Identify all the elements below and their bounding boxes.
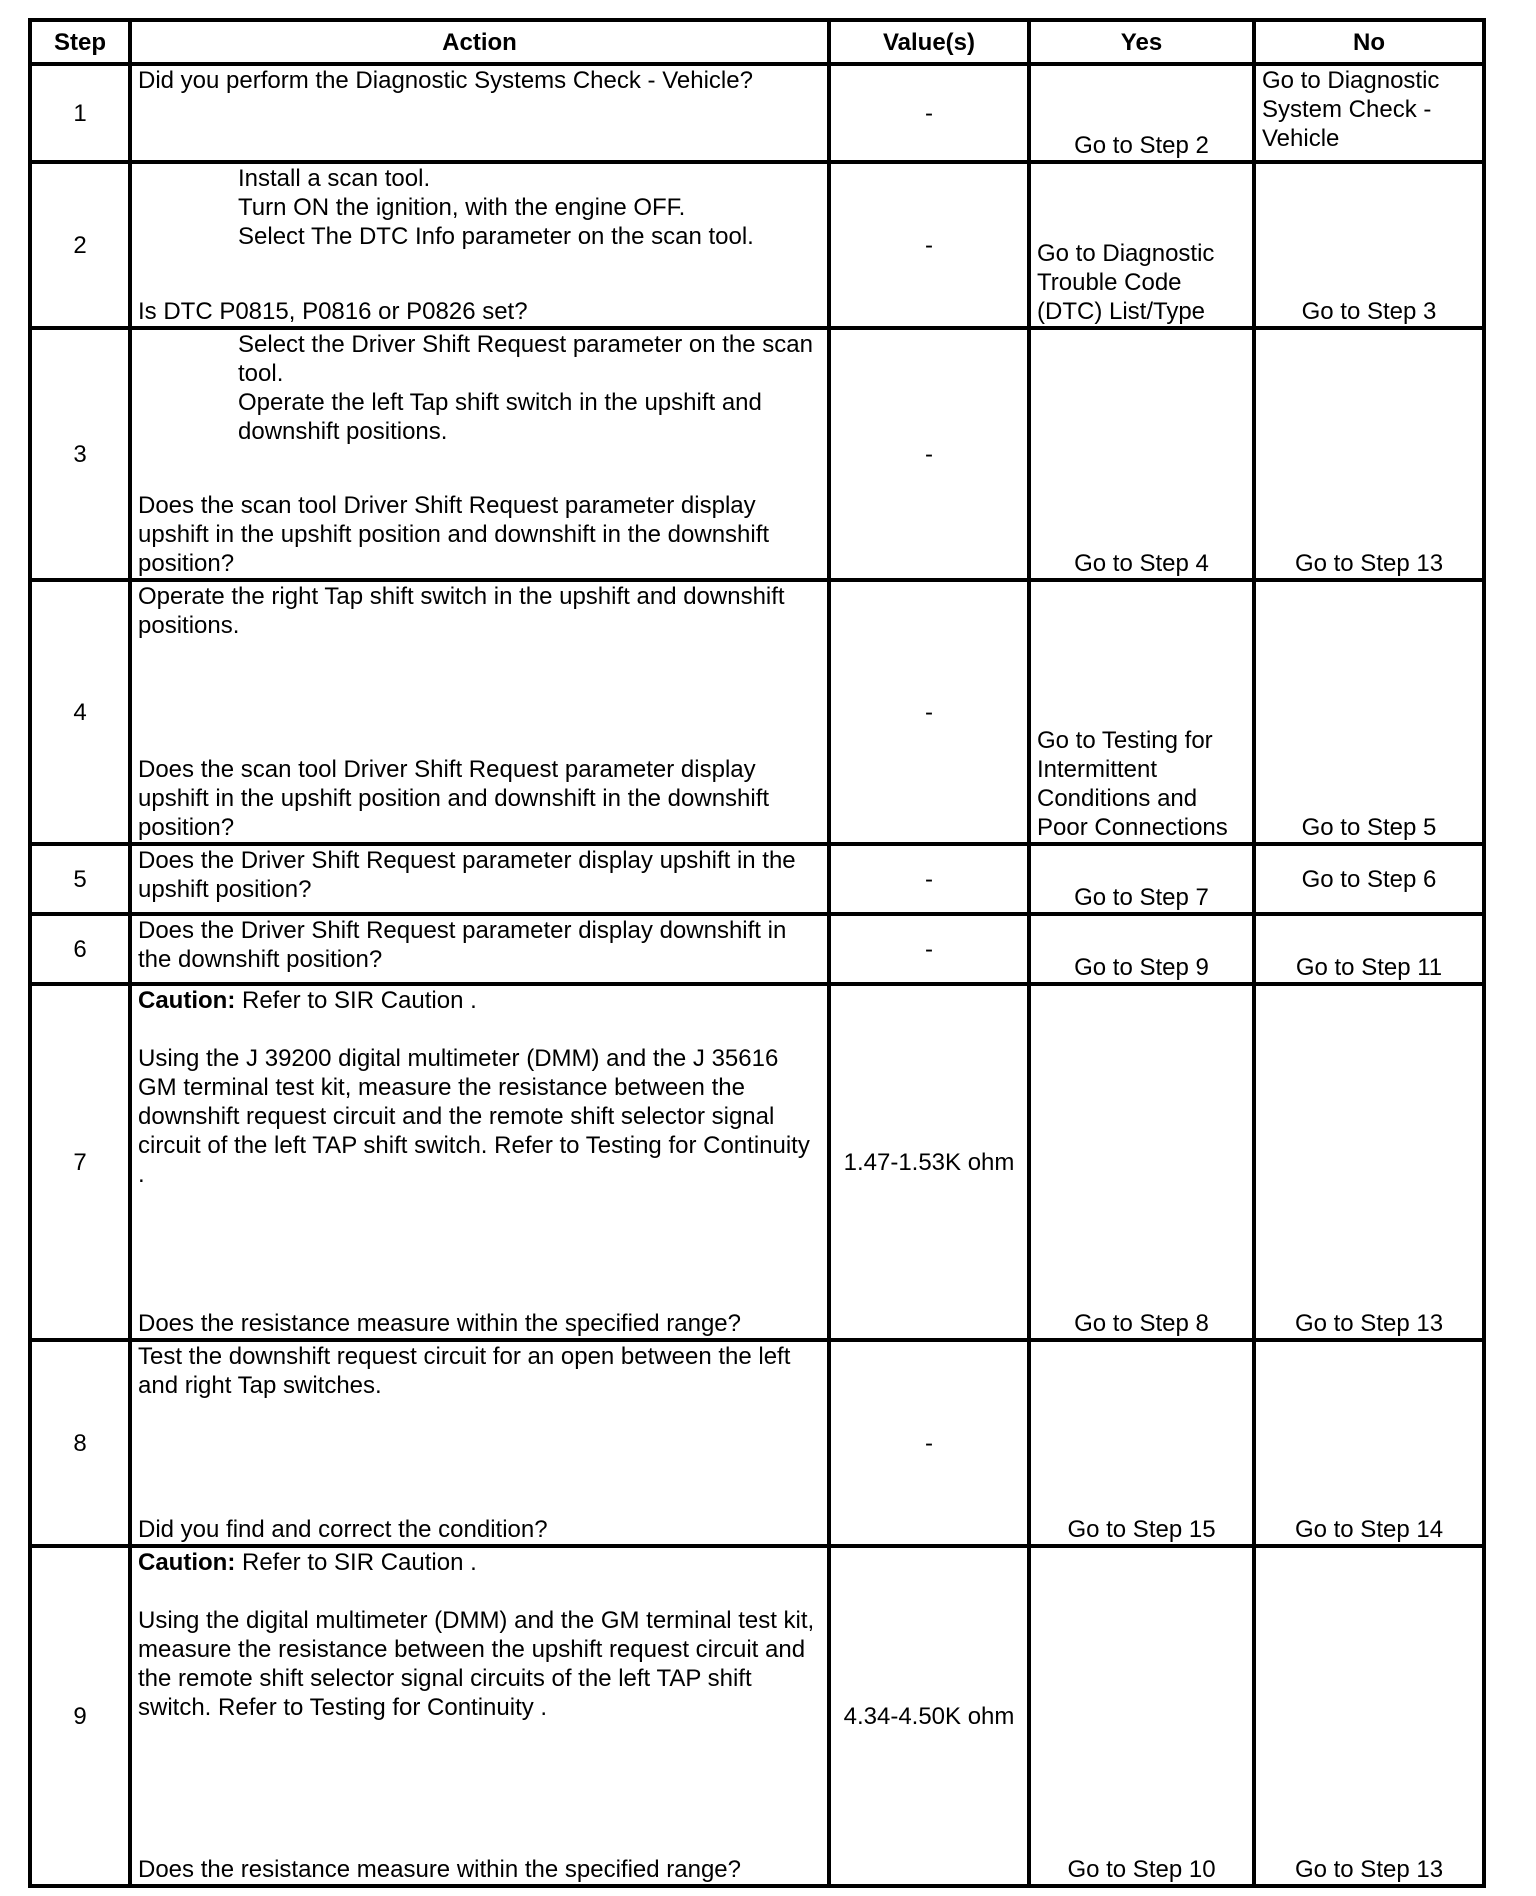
yes-cell: Go to Step 7 [1029, 844, 1254, 914]
action-cell [130, 984, 829, 1340]
value-cell: - [829, 914, 1029, 984]
step-number: 6 [30, 914, 130, 984]
step-number: 2 [30, 162, 130, 328]
no-cell: Go to Step 13 [1254, 328, 1484, 580]
action-text: Test the downshift request circuit for an open between the left and right Tap switches. [138, 1343, 791, 1399]
action-cell [130, 1340, 829, 1546]
table-row [30, 162, 1484, 328]
caution-text: Refer to SIR Caution . [235, 1549, 477, 1576]
step-number: 3 [30, 328, 130, 580]
table-row [30, 64, 1484, 162]
yes-cell: Go to Testing for Intermittent Conditions and Poor Connections [1029, 580, 1254, 844]
caution-line [138, 1548, 821, 1577]
action-cell [130, 844, 829, 914]
step-number: 1 [30, 64, 130, 162]
header-yes: Yes [1029, 20, 1254, 64]
step-number: 9 [30, 1546, 130, 1886]
instruction-line: Operate the left Tap shift switch in the upshift and downshift positions. [238, 389, 762, 445]
table-row [30, 914, 1484, 984]
yes-cell: Go to Step 8 [1029, 984, 1254, 1340]
value-cell: - [829, 580, 1029, 844]
action-question: Did you find and correct the condition? [138, 1516, 548, 1543]
no-cell: Go to Step 13 [1254, 1546, 1484, 1886]
action-body: Using the digital multimeter (DMM) and the GM terminal test kit, measure the resistance between the upshift request circuit and the remote shift selector signal circuits of the left TAP shift switch. Refer to Testing for Continuity . [138, 1607, 815, 1721]
header-no: No [1254, 20, 1484, 64]
instruction-list [138, 164, 821, 251]
action-text: Does the Driver Shift Request parameter display upshift in the upshift position? [138, 847, 796, 903]
header-step: Step [30, 20, 130, 64]
header-row [30, 20, 1484, 64]
instruction-line: Turn ON the ignition, with the engine OFF. [238, 194, 686, 221]
yes-cell: Go to Step 10 [1029, 1546, 1254, 1886]
caution-line [138, 986, 821, 1015]
no-cell: Go to Step 6 [1254, 844, 1484, 914]
value-cell: - [829, 844, 1029, 914]
step-number: 5 [30, 844, 130, 914]
value-cell: - [829, 64, 1029, 162]
action-question: Does the resistance measure within the specified range? [138, 1856, 741, 1883]
table-row [30, 844, 1484, 914]
step-number: 7 [30, 984, 130, 1340]
instruction-line: Select The DTC Info parameter on the scan tool. [238, 223, 754, 250]
diagnostic-table [28, 18, 1486, 1888]
action-cell [130, 580, 829, 844]
no-cell: Go to Diagnostic System Check - Vehicle [1254, 64, 1484, 162]
caution-text: Refer to SIR Caution . [235, 987, 477, 1014]
action-text: Does the Driver Shift Request parameter display downshift in the downshift position? [138, 917, 787, 973]
value-cell: - [829, 328, 1029, 580]
value-cell: - [829, 1340, 1029, 1546]
action-cell [130, 328, 829, 580]
table-row [30, 580, 1484, 844]
action-question: Does the scan tool Driver Shift Request parameter display upshift in the upshift position and downshift in the downshift position? [138, 756, 770, 841]
action-cell [130, 162, 829, 328]
caution-label: Caution: [138, 987, 236, 1014]
yes-cell: Go to Step 9 [1029, 914, 1254, 984]
header-values: Value(s) [829, 20, 1029, 64]
action-cell [130, 914, 829, 984]
step-number: 4 [30, 580, 130, 844]
instruction-line: Install a scan tool. [238, 165, 431, 192]
value-cell: - [829, 162, 1029, 328]
action-cell [130, 64, 829, 162]
header-action: Action [130, 20, 829, 64]
yes-cell: Go to Step 4 [1029, 328, 1254, 580]
action-question: Does the resistance measure within the specified range? [138, 1310, 741, 1337]
yes-cell: Go to Step 15 [1029, 1340, 1254, 1546]
caution-label: Caution: [138, 1549, 236, 1576]
instruction-line: Select the Driver Shift Request parameter on the scan tool. [238, 331, 813, 387]
table-row [30, 1340, 1484, 1546]
table-row [30, 984, 1484, 1340]
value-cell: 4.34-4.50K ohm [829, 1546, 1029, 1886]
action-question: Is DTC P0815, P0816 or P0826 set? [138, 298, 528, 325]
value-cell: 1.47-1.53K ohm [829, 984, 1029, 1340]
table-row [30, 1546, 1484, 1886]
no-cell: Go to Step 5 [1254, 580, 1484, 844]
no-cell: Go to Step 11 [1254, 914, 1484, 984]
instruction-list [138, 330, 821, 446]
action-cell [130, 1546, 829, 1886]
yes-cell: Go to Diagnostic Trouble Code (DTC) List/Type [1029, 162, 1254, 328]
yes-cell: Go to Step 2 [1029, 64, 1254, 162]
action-body: Using the J 39200 digital multimeter (DMM) and the J 35616 GM terminal test kit, measure the resistance between the downshift request circuit and the remote shift selector signal circuit of the left TAP shift switch. Refer to Testing for Continuity . [138, 1045, 810, 1188]
action-text: Operate the right Tap shift switch in the upshift and downshift positions. [138, 583, 785, 639]
no-cell: Go to Step 13 [1254, 984, 1484, 1340]
step-number: 8 [30, 1340, 130, 1546]
no-cell: Go to Step 3 [1254, 162, 1484, 328]
action-text: Did you perform the Diagnostic Systems Check - Vehicle? [138, 67, 753, 94]
table-row [30, 328, 1484, 580]
no-cell: Go to Step 14 [1254, 1340, 1484, 1546]
action-question: Does the scan tool Driver Shift Request parameter display upshift in the upshift position and downshift in the downshift position? [138, 492, 770, 577]
